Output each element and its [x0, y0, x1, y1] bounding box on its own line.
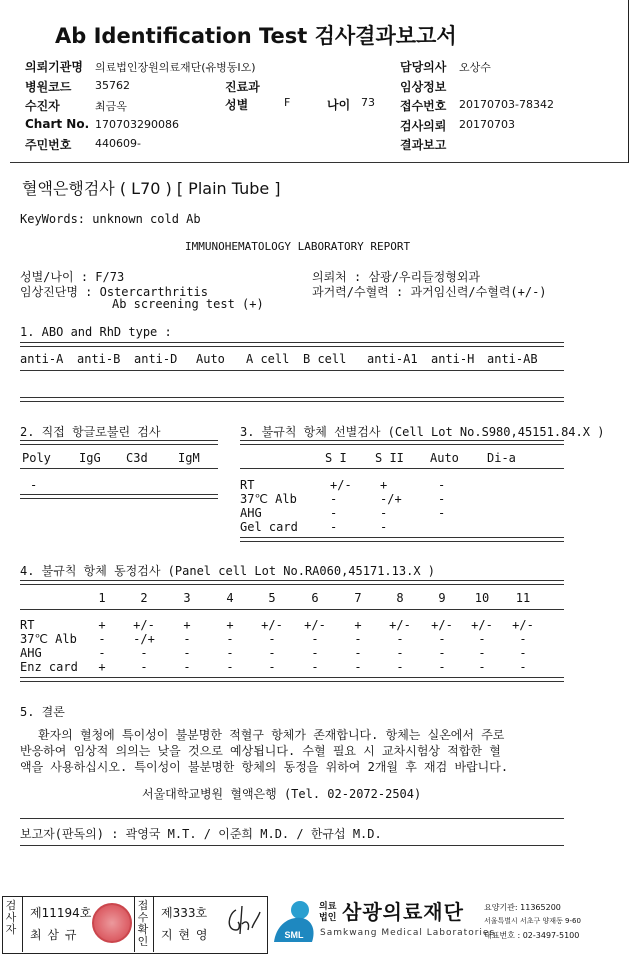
sec4-cell: +/- [471, 618, 493, 632]
header-left-label: 의뢰기관명 [25, 60, 83, 74]
header-left-value: 440609- [95, 137, 141, 150]
sec4-cell: - [519, 646, 527, 660]
sec4-cell: - [396, 646, 404, 660]
header-left-value: 최금옥 [95, 100, 127, 113]
sec3-cell: - [380, 506, 388, 520]
header-left-label: 병원코드 [25, 79, 72, 94]
confirm-label: 접수확인 [137, 899, 149, 948]
sec4-cell: + [98, 618, 106, 632]
sec4-row-label: Enz card [20, 660, 78, 674]
sec1-col-header: anti-H [431, 352, 475, 366]
sec4-cell: - [140, 646, 148, 660]
inspector-label: 검사자 [5, 899, 17, 936]
sec2-rule-bottom [20, 494, 218, 499]
sec4-cell: +/- [512, 618, 534, 632]
sec4-cell: - [226, 646, 234, 660]
sec3-row-label: RT [240, 478, 255, 492]
sec4-cell: - [268, 632, 276, 646]
sec4-cell: + [183, 618, 191, 632]
sec4-row-label: RT [20, 618, 35, 632]
sec3-col-header: Auto [430, 451, 459, 465]
stamp-sep3 [153, 896, 154, 952]
sec3-cell: - [438, 478, 446, 492]
stamp-sep2 [134, 896, 135, 952]
sec4-cell: -/+ [133, 632, 155, 646]
sec4-cell: - [478, 632, 486, 646]
sec4-col-number: 11 [515, 591, 531, 605]
sec4-cell: - [396, 660, 404, 674]
report-title: Ab Identification Test 검사결과보고서 [55, 24, 457, 48]
sec4-cell: - [226, 660, 234, 674]
sec2-col-header: Poly [22, 451, 51, 465]
sec4-cell: - [311, 632, 319, 646]
conclusion-line: 반응하여 임상적 의의는 낮을 것으로 예상됩니다. 수혈 필요 시 교차시험상 적합한 혈 [20, 744, 501, 758]
org-phone: 대표번호 : 02-3497-5100 [484, 931, 580, 940]
sec4-cell: - [354, 660, 362, 674]
sec4-cell: - [478, 660, 486, 674]
inspector-name: 최 삼 규 [30, 928, 78, 942]
org-name: 삼광의료재단 [342, 900, 464, 924]
sec1-col-header: A cell [246, 352, 290, 366]
sec3-rule-mid [240, 468, 564, 469]
sex-value: F [284, 96, 291, 109]
sec2-title: 2. 직접 항글로불린 검사 [20, 425, 161, 439]
sec4-rule-top [20, 580, 564, 585]
sec4-rule-mid [20, 609, 564, 610]
sec3-cell: - [438, 506, 446, 520]
sml-logo-icon [272, 898, 318, 946]
sec3-row-label: 37℃ Alb [240, 492, 297, 506]
header-right-label: 검사의뢰 [400, 118, 447, 133]
sec1-col-header: anti-A [20, 352, 64, 366]
conclusion-line: 환자의 혈청에 특이성이 불분명한 적혈구 항체가 존재합니다. 항체는 실온에서 주로 [38, 728, 505, 742]
sec1-col-header: anti-A1 [367, 352, 418, 366]
hospital-contact: 서울대학교병원 혈액은행 (Tel. 02-2072-2504) [142, 787, 422, 801]
org-prefix: 의료법인 [319, 902, 337, 923]
sec4-cell: - [311, 660, 319, 674]
sec4-cell: +/- [431, 618, 453, 632]
sec4-col-number: 1 [98, 591, 106, 605]
sec1-rule-top [20, 342, 564, 347]
sec1-title: 1. ABO and RhD type : [20, 325, 172, 339]
sec4-col-number: 2 [140, 591, 148, 605]
sec4-cell: - [183, 660, 191, 674]
reporter: 보고자(판독의) : 곽영국 M.T. / 이준희 M.D. / 한규섭 M.D. [20, 827, 382, 841]
sec4-title: 4. 불규칙 항체 동정검사 (Panel cell Lot No.RA060,45171.13.X ) [20, 564, 435, 578]
sec3-cell: - [330, 520, 338, 534]
sec1-rule-bottom [20, 397, 564, 402]
sec4-cell: - [396, 632, 404, 646]
sec3-rule-top [240, 440, 564, 445]
header-right-label: 접수번호 [400, 99, 447, 113]
sec1-col-header: anti-B [77, 352, 121, 366]
sec4-cell: - [183, 632, 191, 646]
sec4-cell: - [438, 632, 446, 646]
age-value: 73 [361, 96, 375, 109]
sec4-cell: - [98, 632, 106, 646]
sec4-cell: - [268, 646, 276, 660]
sec2-value: - [30, 478, 38, 492]
sec3-cell: - [330, 492, 338, 506]
sec2-col-header: IgG [79, 451, 101, 465]
sec4-cell: - [311, 646, 319, 660]
header-right-label: 결과보고 [400, 138, 447, 152]
sml-text: SML [284, 930, 304, 940]
inspector-id: 제11194호 [30, 906, 92, 920]
header-right-value: 20170703 [459, 117, 515, 131]
sec4-cell: - [183, 646, 191, 660]
sec3-cell: - [438, 492, 446, 506]
sec3-col-header: S I [325, 451, 347, 465]
sec4-col-number: 4 [226, 591, 234, 605]
sec2-rule-top [20, 440, 218, 445]
sec4-col-number: 7 [354, 591, 362, 605]
sec4-row-label: 37℃ Alb [20, 632, 77, 646]
sec4-cell: - [226, 632, 234, 646]
org-code: 요양기관: 11365200 [484, 903, 561, 912]
header-right-label: 담당의사 [400, 60, 447, 74]
sec1-col-header: anti-AB [487, 352, 538, 366]
sec4-cell: - [140, 660, 148, 674]
diagnosis-line2: Ab screening test (+) [112, 297, 264, 311]
header-right-label: 임상정보 [400, 79, 447, 94]
header-left-label: 주민번호 [25, 138, 72, 152]
sec3-rule-bottom [240, 537, 564, 542]
sec4-cell: - [268, 660, 276, 674]
sec4-cell: +/- [389, 618, 411, 632]
sec4-cell: - [519, 632, 527, 646]
conclusion-line: 액을 사용하십시오. 특이성이 불분명한 항체의 동정을 위하여 2개월 후 재검 바랍니다. [20, 760, 509, 774]
sec3-cell: -/+ [380, 492, 402, 506]
sec2-col-header: C3d [126, 451, 148, 465]
history: 과거력/수혈력 : 과거임신력/수혈력(+/-) [312, 285, 547, 299]
lab-title: IMMUNOHEMATOLOGY LABORATORY REPORT [185, 240, 411, 253]
sec3-cell: - [330, 506, 338, 520]
sec4-cell: +/- [304, 618, 326, 632]
sec4-col-number: 5 [268, 591, 276, 605]
sec4-cell: + [98, 660, 106, 674]
header-right-value: 오상수 [459, 61, 491, 74]
referral: 의뢰처 : 삼광/우리들정형외과 [312, 270, 481, 284]
sec3-title: 3. 불규칙 항체 선별검사 (Cell Lot No.S980,45151.84.X ) [240, 425, 605, 439]
sec4-cell: - [478, 646, 486, 660]
confirm-name: 지 현 영 [161, 928, 209, 942]
sec3-cell: - [380, 520, 388, 534]
sec2-col-header: IgM [178, 451, 200, 465]
sec1-col-header: B cell [303, 352, 347, 366]
sec4-cell: - [354, 632, 362, 646]
sec3-cell: + [380, 478, 388, 492]
header-right-value: 20170703-78342 [459, 98, 554, 111]
seal-stamp [92, 903, 132, 943]
stamp-sep1 [22, 896, 23, 952]
exam-title: 혈액은행검사 ( L70 ) [ Plain Tube ] [22, 179, 281, 198]
sec4-row-label: AHG [20, 646, 42, 660]
reporter-rule-bottom [20, 845, 564, 846]
diagnosis: 임상진단명 : Ostercarthritis [20, 285, 209, 299]
sec4-col-number: 3 [183, 591, 191, 605]
sec4-col-number: 10 [474, 591, 490, 605]
sec3-col-header: S II [375, 451, 404, 465]
header-divider [10, 162, 628, 163]
header-left-value: 35762 [95, 78, 130, 92]
confirm-id: 제333호 [161, 906, 208, 920]
header-left-label: Chart No. [25, 116, 90, 131]
sec4-cell: - [98, 646, 106, 660]
sec4-cell: - [519, 660, 527, 674]
sec4-rule-bottom [20, 677, 564, 682]
sec4-cell: + [226, 618, 234, 632]
reporter-rule-top [20, 818, 564, 819]
sec4-cell: +/- [133, 618, 155, 632]
signature [222, 900, 262, 940]
sec4-cell: - [438, 646, 446, 660]
sec1-col-header: anti-D [134, 352, 178, 366]
sec1-rule-mid [20, 370, 564, 371]
keywords: KeyWords: unknown cold Ab [20, 212, 201, 226]
sec4-cell: + [354, 618, 362, 632]
sec1-col-header: Auto [196, 352, 225, 366]
sex-age: 성별/나이 : F/73 [20, 270, 125, 284]
sec4-col-number: 8 [396, 591, 404, 605]
sec4-cell: +/- [261, 618, 283, 632]
dept-label: 진료과 [225, 80, 260, 94]
sec2-rule-mid [20, 468, 218, 469]
sec3-col-header: Di-a [487, 451, 516, 465]
sec3-cell: +/- [330, 478, 352, 492]
org-english: Samkwang Medical Laboratories [320, 928, 496, 938]
sec5-title: 5. 결론 [20, 705, 65, 719]
sec4-col-number: 9 [438, 591, 446, 605]
sex-label: 성별 [225, 98, 249, 112]
sec4-col-number: 6 [311, 591, 319, 605]
header-left-value: 170703290086 [95, 117, 179, 131]
sec4-cell: - [354, 646, 362, 660]
header-left-value: 의료법인장원의료재단(유병동I오) [95, 61, 256, 74]
sec4-cell: - [438, 660, 446, 674]
age-label: 나이 [327, 98, 351, 112]
sec3-row-label: Gel card [240, 520, 298, 534]
sec3-row-label: AHG [240, 506, 262, 520]
header-left-label: 수진자 [25, 99, 60, 113]
org-address: 서울특별시 서초구 양재동 9-60 [484, 917, 581, 925]
